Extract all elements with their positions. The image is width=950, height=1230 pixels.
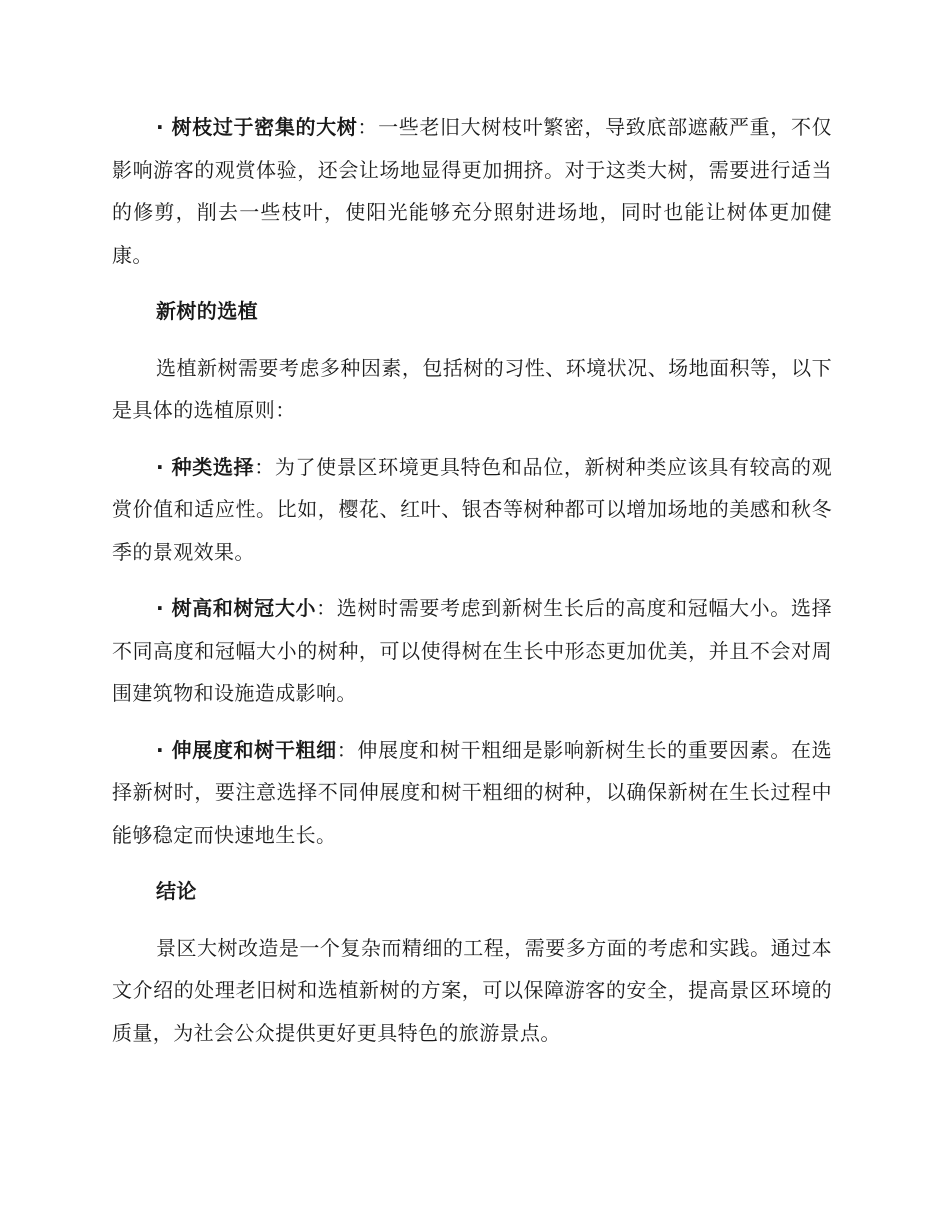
item-height-and-crown xyxy=(112,587,832,715)
item-separator: ： xyxy=(357,115,379,139)
item-spread-and-trunk xyxy=(112,729,832,857)
item-text: 为了使景区环境更具特色和品位，新树种类应该具有较高的观赏价值和适应性。比如，樱花、红叶、银杏等树种都可以增加场地的美感和秋冬季的景观效果。 xyxy=(112,454,832,564)
item-separator: ： xyxy=(316,596,337,620)
document-body xyxy=(112,106,832,1068)
item-dense-branches xyxy=(112,106,832,276)
item-lead: · 伸展度和树干粗细 xyxy=(156,737,337,762)
item-lead: · 种类选择 xyxy=(156,454,255,479)
item-lead: · 树高和树冠大小 xyxy=(156,596,317,620)
paragraph-conclusion: 景区大树改造是一个复杂而精细的工程，需要多方面的考虑和实践。通过本文介绍的处理老旧树和选植新树的方案，可以保障游客的安全，提高景区环境的质量，为社会公众提供更好更具特色的旅游景点。 xyxy=(112,935,832,1045)
item-separator: ： xyxy=(254,454,275,479)
item-separator: ： xyxy=(336,737,358,762)
section-heading-new-tree-selection: 新树的选植 xyxy=(156,299,258,323)
item-text: 一些老旧大树枝叶繁密，导致底部遮蔽严重，不仅影响游客的观赏体验，还会让场地显得更加拥挤。对于这类大树，需要进行适当的修剪，削去一些枝叶，使阳光能够充分照射进场地，同时也能让树体更加健康。 xyxy=(112,115,832,267)
item-lead: · 树枝过于密集的大树 xyxy=(156,115,358,139)
paragraph-selection-intro: 选植新树需要考虑多种因素，包括树的习性、环境状况、场地面积等，以下是具体的选植原则： xyxy=(112,355,832,422)
item-text: 伸展度和树干粗细是影响新树生长的重要因素。在选择新树时，要注意选择不同伸展度和树干粗细的树种，以确保新树在生长过程中能够稳定而快速地生长。 xyxy=(112,737,833,847)
section-heading-conclusion: 结论 xyxy=(156,879,197,903)
item-text: 选树时需要考虑到新树生长后的高度和冠幅大小。选择不同高度和冠幅大小的树种，可以使得树在生长中形态更加优美，并且不会对周围建筑物和设施造成影响。 xyxy=(112,596,832,705)
item-species-selection xyxy=(112,446,832,574)
